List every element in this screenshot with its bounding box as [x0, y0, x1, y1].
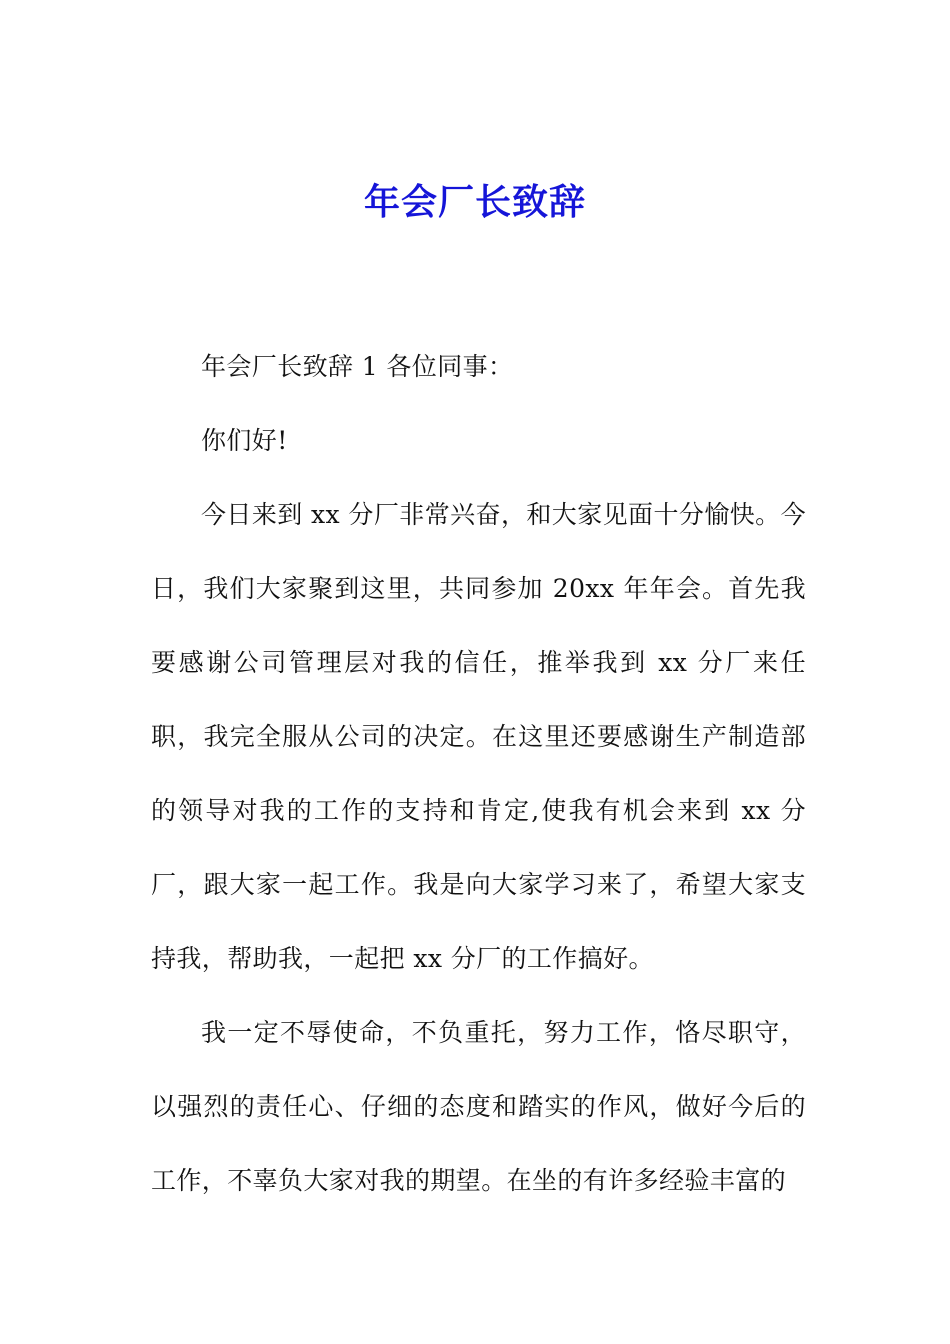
document-body [151, 330, 806, 1218]
paragraph-commitment: 我一定不辱使命，不负重托，努力工作，恪尽职守，以强烈的责任心、仔细的态度和踏实的作风，做好今后的工作，不辜负大家对我的期望。在坐的有许多经验丰富的 [151, 1018, 806, 1195]
paragraph-introduction: 今日来到 xx 分厂非常兴奋，和大家见面十分愉快。今日，我们大家聚到这里，共同参加 20xx 年年会。首先我要感谢公司管理层对我的信任，推举我到 xx 分厂来任职，我完全服从公司的决定。在这里还要感谢生产制造部的领导对我的工作的支持和肯定,使我有机会来到 xx 分厂，跟大家一起工作。我是向大家学习来了，希望大家支持我，帮助我，一起把 xx 分厂的工作搞好。 [151, 500, 806, 973]
paragraph-hello: 你们好! [201, 426, 288, 455]
paragraph-greeting: 年会厂长致辞 1 各位同事： [201, 352, 514, 381]
document-title: 年会厂长致辞 [363, 181, 586, 223]
